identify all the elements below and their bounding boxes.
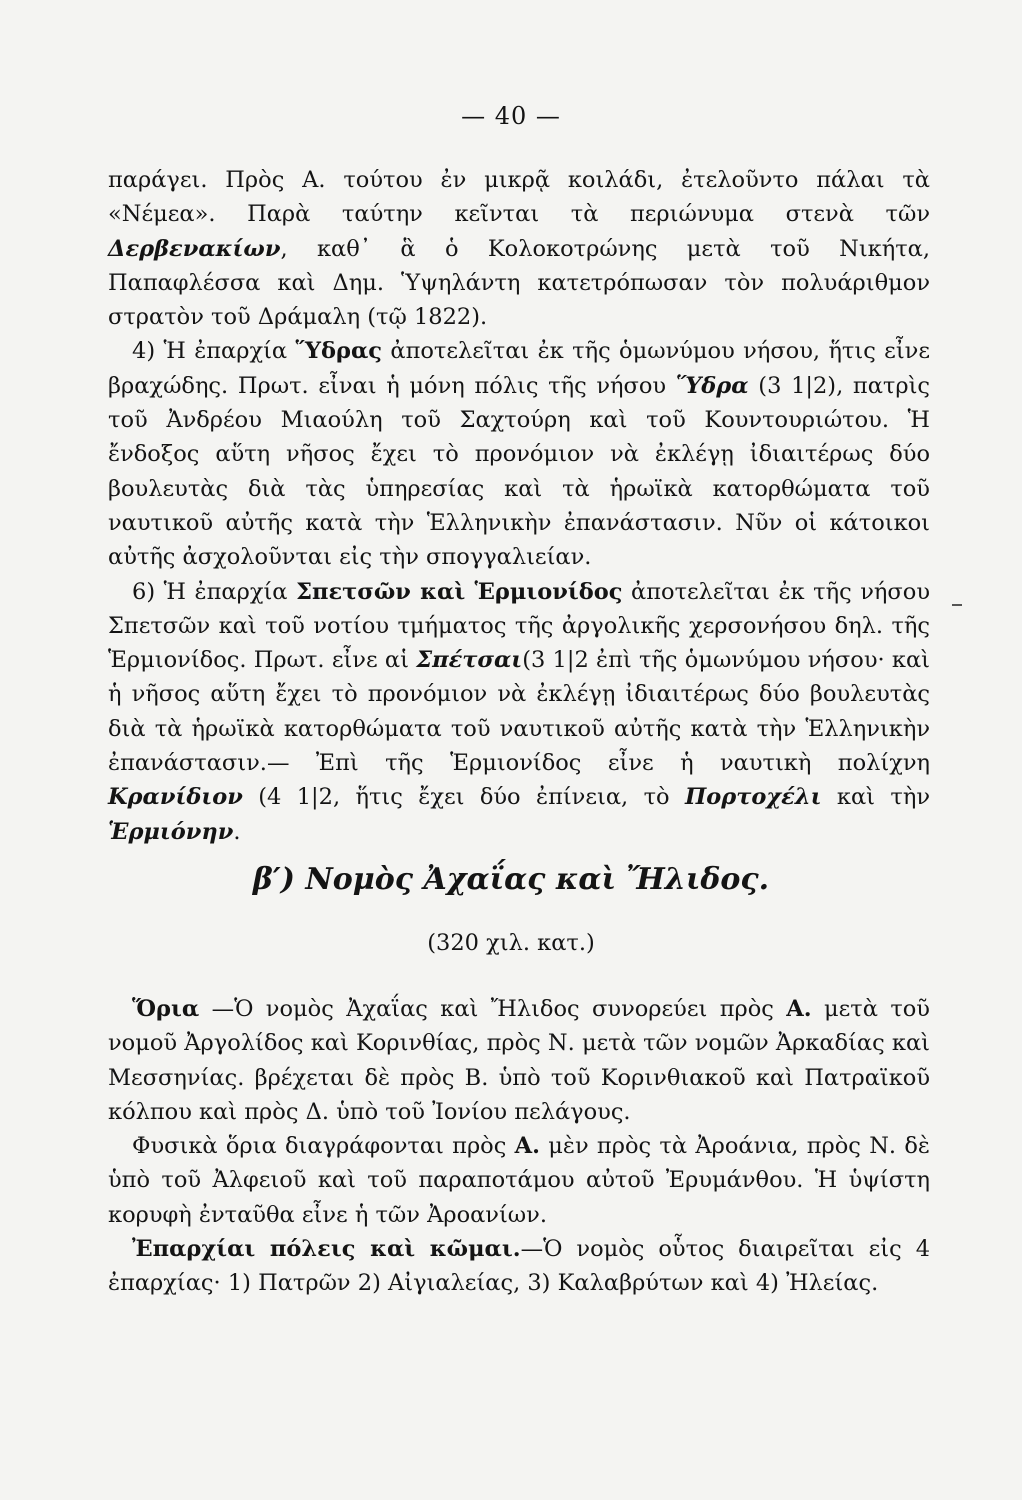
section-heading: β′) Νομὸς Ἀχαΐας καὶ Ἤλιδος. (252, 862, 770, 897)
page-number: — 40 — (461, 102, 561, 130)
print-mark (952, 604, 962, 606)
text: μετὰ τοῦ νομοῦ Ἀργολίδος καὶ Κορινθίας, πρὸς Ν. μετὰ τῶν νομῶν Ἀρκαδίας καὶ Μεσσηνίας. βρέχεται δὲ πρὸς Β. ὑπὸ τοῦ Κορινθιακοῦ καὶ Πατραϊκοῦ κόλπου καὶ πρὸς Δ. ὑπὸ τοῦ Ἰονίου πελάγους. (108, 996, 930, 1125)
text: , καθ᾽ ἃ ὁ Κολοκοτρώνης μετὰ τοῦ Νικήτα, Παπαφλέσσα καὶ Δημ. Ὑψηλάντη κατετρόπωσαν τὸν πολυάριθμον στρατὸν τοῦ Δράμαλη (τῷ 1822). (108, 235, 930, 331)
text: μὲν πρὸς τὰ Ἀροάνια, πρὸς Ν. δὲ ὑπὸ τοῦ Ἀλφειοῦ καὶ τοῦ παραποτάμου αὐτοῦ Ἐρυμάνθου. Ἡ ὑψίστη κορυφὴ ἐνταῦθα εἶνε ἡ τῶν Ἀροανίων. (108, 1133, 930, 1228)
text: ἀποτελεῖται ἐκ τῆς ὁμωνύμου νήσου, ἥτις εἶνε βραχώδης. Πρωτ. εἶναι ἡ μόνη πόλις τῆς νήσου (108, 338, 930, 399)
paragraph-natural-borders (108, 1129, 930, 1232)
upper-text-block (108, 163, 930, 849)
port-name: Ἑρμιόνην (108, 818, 234, 845)
paragraph-spetses (108, 575, 930, 849)
province-name: Σπετσῶν καὶ Ἑρμιονίδος (296, 578, 623, 605)
text: —Ὁ νομὸς οὗτος διαιρεῖται εἰς 4 ἐπαρχίας· 1) Πατρῶν 2) Αἰγιαλείας, 3) Καλαβρύτων καὶ 4) Ἠλείας. (108, 1236, 931, 1297)
text: 4) Ἡ ἐπαρχία (132, 338, 296, 365)
text: Φυσικὰ ὅρια διαγράφονται πρὸς (132, 1133, 515, 1160)
paragraph-hydra (108, 334, 930, 574)
text: . (233, 818, 241, 845)
text: 6) Ἡ ἐπαρχία (132, 578, 297, 605)
text: ἀποτελεῖται ἐκ τῆς νήσου Σπετσῶν καὶ τοῦ νοτίου τμήματος τῆς ἀργολικῆς χερσονήσου δηλ. τῆς Ἑρμιονίδος. Πρωτ. εἶνε αἱ (108, 578, 930, 674)
text: (3 1|2 ἐπὶ τῆς ὁμωνύμου νήσου· καὶ ἡ νῆσος αὕτη ἔχει τὸ προνόμιον νὰ ἐκλέγῃ ἰδιαιτέρως δύο βουλευτὰς διὰ τὰ ἡρωϊκὰ κατορθώματα τοῦ ναυτικοῦ αὐτῆς κατὰ τὴν Ἑλληνικὴν ἐπανάστασιν.— Ἐπὶ τῆς Ἑρμιονίδος εἶνε ἡ ναυτικὴ πολίχνη (108, 647, 930, 777)
text: (3 1|2), πατρὶς τοῦ Ἀνδρέου Μιαούλη τοῦ Σαχτούρη καὶ τοῦ Κουντουριώτου. Ἡ ἔνδοξος αὕτη νῆσος ἔχει τὸ προνόμιον νὰ ἐκλέγῃ ἰδιαιτέρως δύο βουλευτὰς διὰ τὰς ὑπηρεσίας καὶ τὰ ἡρωϊκὰ κατορθώματα τοῦ ναυτικοῦ αὐτῆς κατὰ τὴν Ἑλληνικὴν ἐπανάστασιν. Νῦν οἱ κάτοικοι αὐτῆς ἀσχολοῦνται εἰς τὴν σπογγαλιείαν. (108, 372, 930, 571)
text: (4 1|2, ἥτις ἔχει δύο ἐπίνεια, τὸ (242, 784, 685, 811)
capital-name: Ὕδρα (675, 372, 749, 399)
text: καὶ τὴν (821, 784, 930, 811)
section-area: (320 χιλ. κατ.) (427, 930, 595, 956)
town-name: Κρανίδιον (108, 784, 243, 811)
place-name: Δερβενακίων (108, 235, 281, 262)
province-name: Ὕδρας (295, 338, 382, 365)
paragraph-borders (108, 992, 930, 1129)
text: παράγει. Πρὸς Α. τούτου ἐν μικρᾷ κοιλάδι, ἐτελοῦντο πάλαι τὰ «Νέμεα». Παρὰ ταύτην κεῖνται τὰ περιώνυμα στενὰ τῶν (108, 167, 930, 228)
term: Ἐπαρχίαι πόλεις καὶ κῶμαι. (132, 1236, 521, 1263)
text: —Ὁ νομὸς Ἀχαΐας καὶ Ἤλιδος συνορεύει πρὸς (199, 996, 787, 1022)
paragraph-provinces (108, 1232, 930, 1301)
capital-name: Σπέτσαι (416, 647, 523, 674)
term: Ὅρια (132, 996, 200, 1022)
port-name: Πορτοχέλι (684, 784, 822, 811)
paragraph-nemea (108, 163, 930, 334)
lower-text-block (108, 992, 930, 1301)
direction: Α. (514, 1133, 540, 1160)
direction: Α. (786, 996, 812, 1022)
